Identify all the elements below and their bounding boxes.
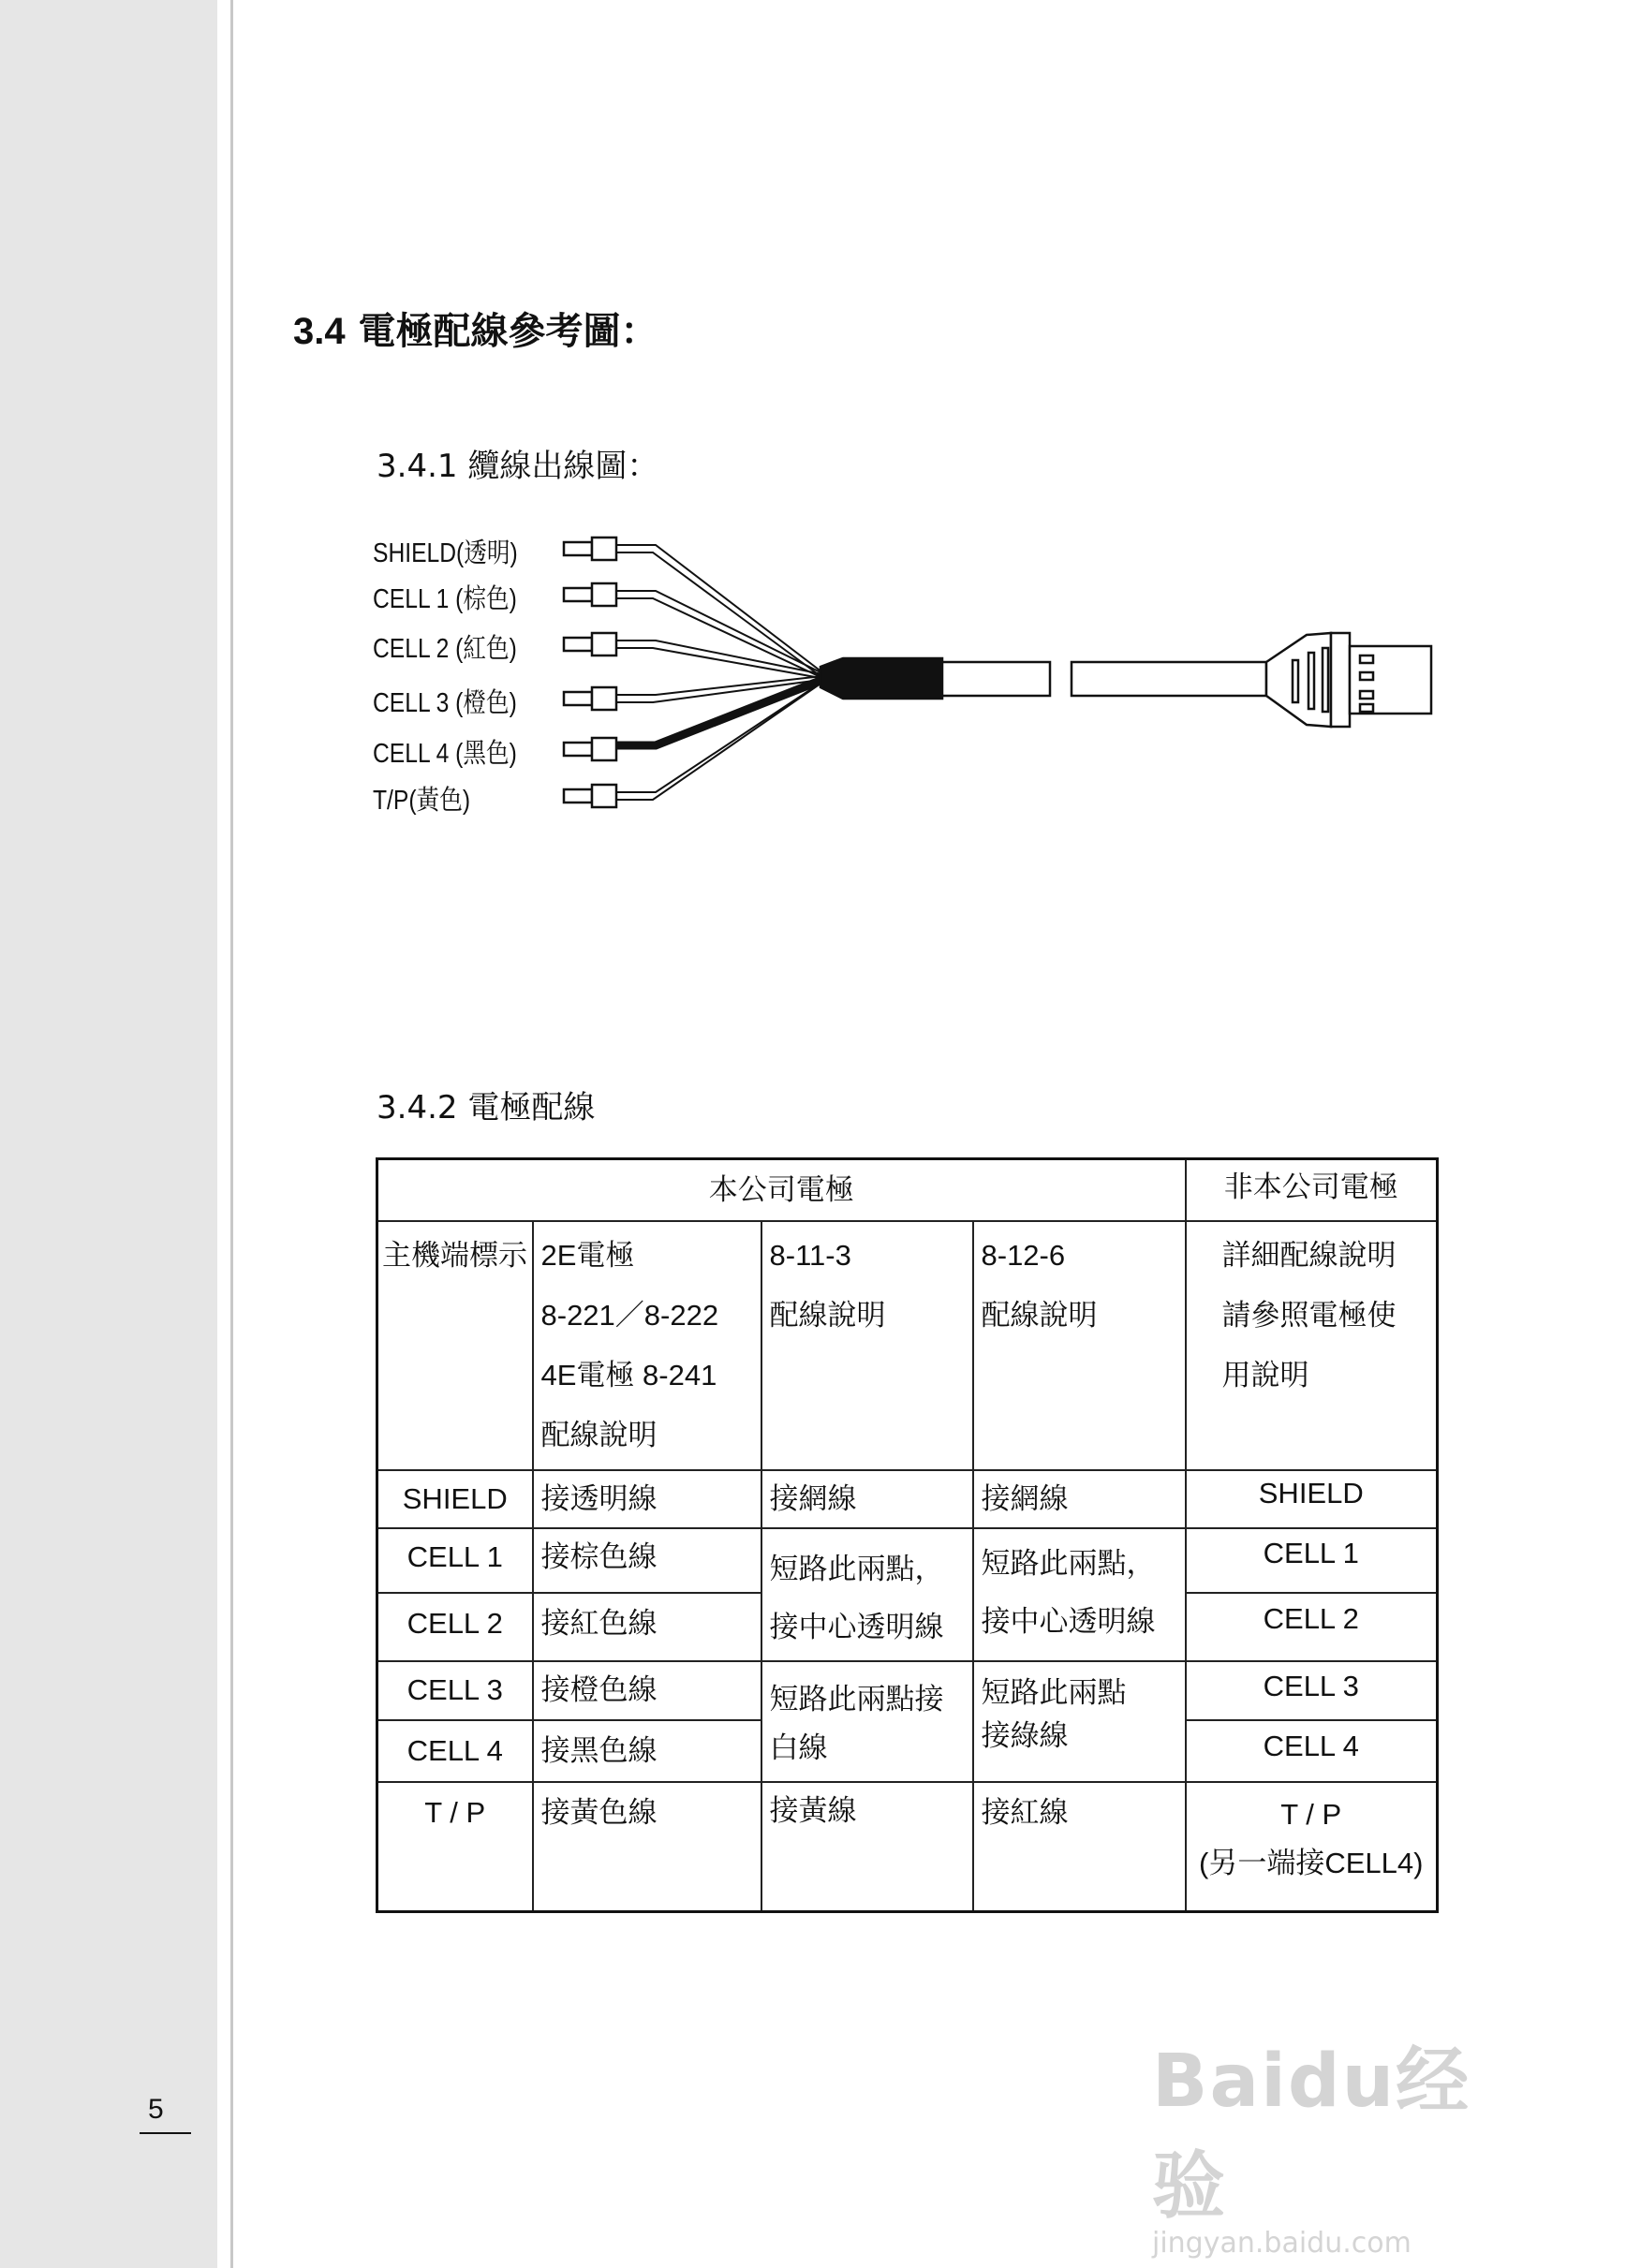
wire-label-cell3: CELL 3 (橙色) (373, 688, 517, 718)
section-heading: 3.4 電極配線參考圖： (293, 310, 658, 353)
header-own-electrode: 本公司電極 (377, 1159, 1186, 1222)
header-other-electrode: 非本公司電極 (1186, 1159, 1438, 1222)
subheader-2e: 2E電極 8-221／8-222 4E電極 8-241 配線說明 (533, 1221, 761, 1470)
wiring-title: 3.4.2 電極配線 (377, 1089, 596, 1127)
wiring-table (376, 1157, 1439, 1913)
cable-diagram-title: 3.4.1 纜線出線圖： (377, 448, 659, 485)
page-number-underline (140, 2132, 191, 2134)
cable (1072, 662, 1266, 696)
wire-label-tp: T/P(黃色) (373, 786, 471, 816)
table-row: T / P 接黃色線 接黃線 接紅線 T / P (另一端接CELL4) (377, 1782, 1438, 1911)
cable (942, 662, 1050, 696)
subheader-8-12-6: 8-12-6 配線說明 (973, 1221, 1186, 1470)
table-row: SHIELD 接透明線 接網線 接網線 SHIELD (377, 1470, 1438, 1528)
table-row: CELL 4 接黑色線 CELL 4 (377, 1720, 1438, 1782)
wire-terminals (564, 538, 616, 807)
subheader-other: 詳細配線說明 請參照電極使 用說明 (1186, 1221, 1438, 1470)
wire-label-cell1: CELL 1 (棕色) (373, 584, 517, 614)
cable-sleeve (820, 658, 942, 699)
wire-label-cell2: CELL 2 (紅色) (373, 634, 517, 664)
table-row: CELL 2 接紅色線 CELL 2 (377, 1593, 1438, 1661)
page-number: 5 (148, 2094, 164, 2125)
table-row: CELL 3 接橙色線 短路此兩點接 白線 短路此兩點 接綠線 CELL 3 (377, 1661, 1438, 1720)
subheader-8-11-3: 8-11-3 配線說明 (761, 1221, 973, 1470)
table-row: CELL 1 接棕色線 短路此兩點， 接中心透明線 短路此兩點， 接中心透明線 CELL 1 (377, 1528, 1438, 1593)
subheader-host: 主機端標示 (377, 1221, 533, 1470)
wire-label-cell4: CELL 4 (黑色) (373, 739, 517, 769)
cable-diagram (0, 0, 1626, 843)
wire-label-shield: SHIELD(透明) (373, 538, 518, 568)
baidu-watermark: Baidu经验 jingyan.baidu.com (1152, 2040, 1471, 2260)
connector-body (1331, 633, 1350, 727)
